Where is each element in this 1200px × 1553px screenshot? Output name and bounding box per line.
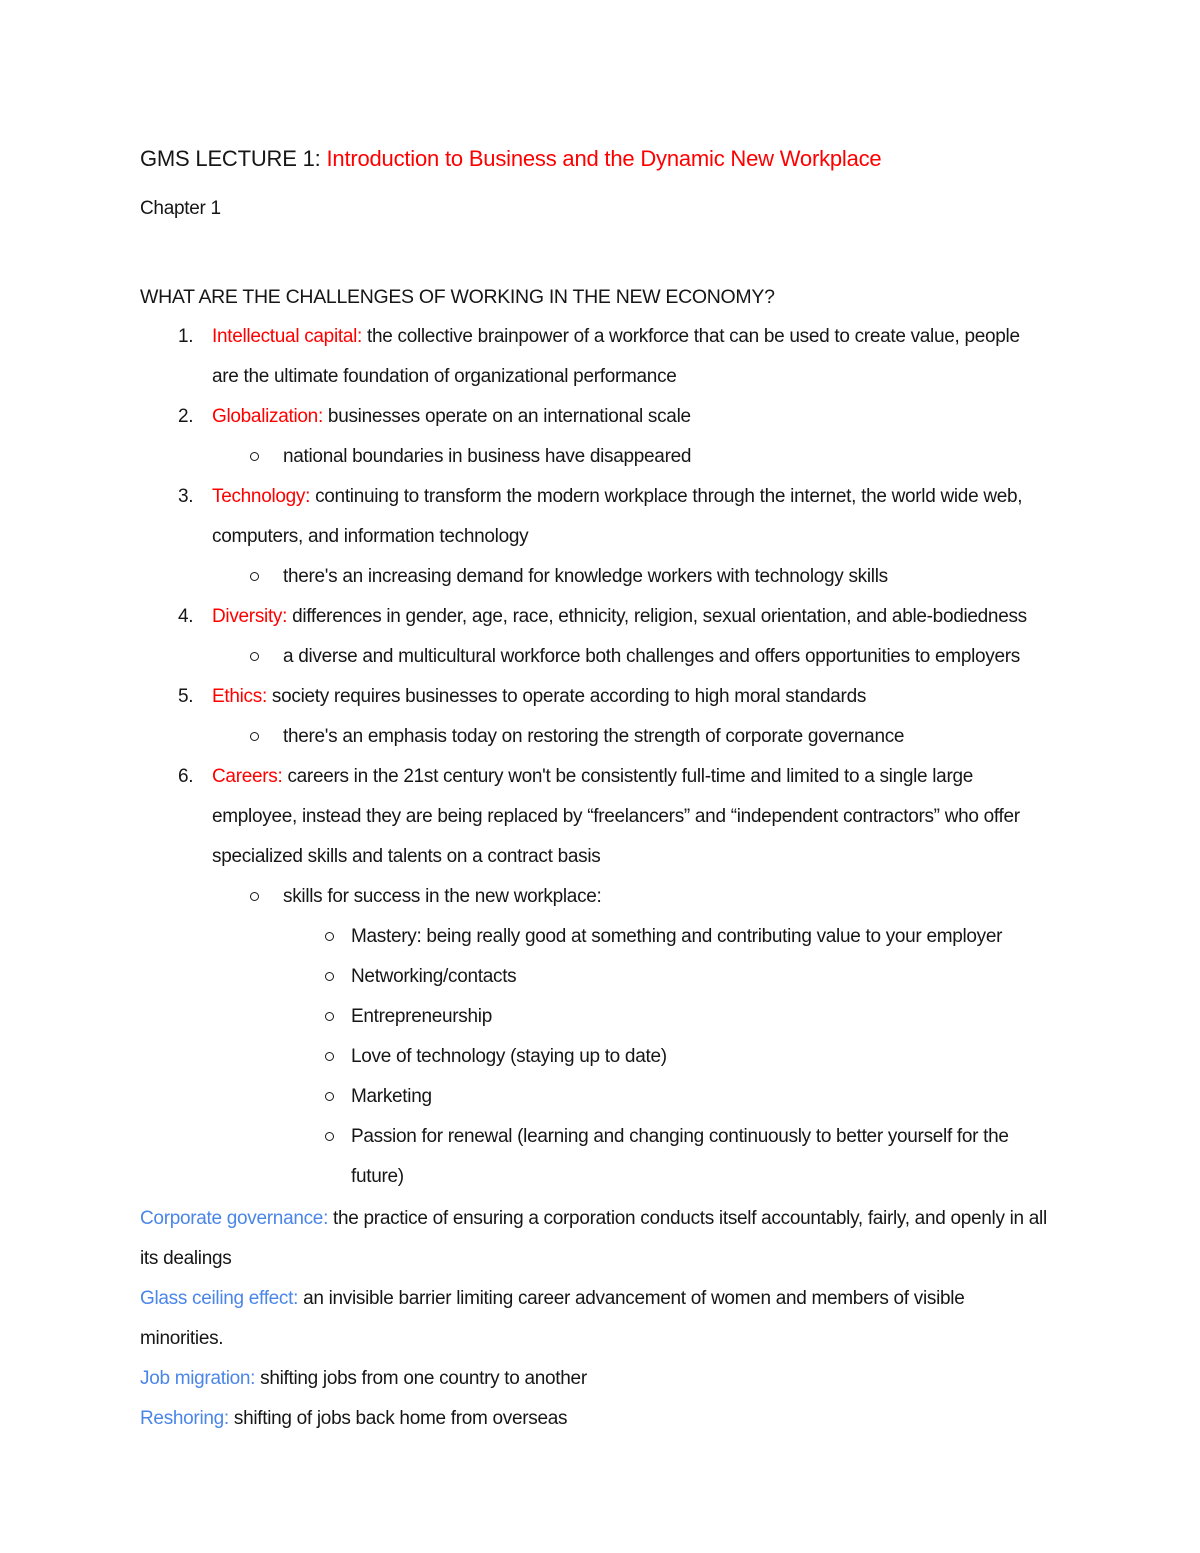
item-text: the collective brainpower of a workforce that can be used to create value, people are the ultimate foundation of organizational performance [212,326,1020,388]
item-text: differences in gender, age, race, ethnicity, religion, sexual orientation, and able-bodiedness [292,606,1027,628]
nested-bullet-text: Passion for renewal (learning and changing continuously to better yourself for the future) [351,1126,1009,1188]
nested-bullet-text: Networking/contacts [351,966,517,988]
circle-bullet-icon [325,1092,334,1101]
item-term: Careers: [212,766,283,788]
circle-bullet-icon [325,932,334,941]
sub-bullet-item [140,437,1050,477]
list-item-3 [140,477,1050,557]
sub-bullet-item [140,717,1050,757]
sub-bullet-text: there's an emphasis today on restoring the strength of corporate governance [283,726,905,748]
item-body [212,597,1050,637]
item-body [212,397,1050,437]
definition-line [140,1199,1050,1279]
definition-text: shifting of jobs back home from overseas [233,1408,568,1430]
nested-bullet-item [140,1117,1050,1197]
item-body [212,757,1050,877]
item-term: Ethics: [212,686,267,708]
nested-bullet-text: Love of technology (staying up to date) [351,1046,667,1068]
nested-bullet-item [140,1037,1050,1077]
item-term: Globalization: [212,406,323,428]
definition-term: Glass ceiling effect: [140,1288,299,1310]
nested-bullet-item [140,917,1050,957]
circle-bullet-icon [325,1052,334,1061]
section-heading: WHAT ARE THE CHALLENGES OF WORKING IN THE NEW ECONOMY? [140,286,775,309]
item-number: 5. [178,686,194,708]
item-body [212,317,1050,397]
item-text: society requires businesses to operate according to high moral standards [271,686,867,708]
circle-bullet-icon [325,1132,334,1141]
list-item-5 [140,677,1050,717]
definition-text: an invisible barrier limiting career advancement of women and members of visible minorities. [140,1288,965,1350]
chapter-subtitle: Chapter 1 [140,198,221,220]
definition-term: Job migration: [140,1368,256,1390]
numbered-list [140,317,1050,1197]
sub-bullet-item [140,637,1050,677]
circle-bullet-icon [250,452,259,461]
list-item-2 [140,397,1050,437]
circle-bullet-icon [325,972,334,981]
item-text: careers in the 21st century won't be consistently full-time and limited to a single large employee, instead they are being replaced by “freelancers” and “independent contractors” who offer specialized skills and talents on a contract basis [212,766,1020,868]
circle-bullet-icon [325,1012,334,1021]
sub-bullet-item [140,877,1050,917]
item-term: Technology: [212,486,311,508]
list-item-6 [140,757,1050,877]
item-number: 6. [178,766,194,788]
item-number: 4. [178,606,194,628]
sub-bullet-text: a diverse and multicultural workforce both challenges and offers opportunities to employers [283,646,1020,668]
definition-line [140,1359,1050,1399]
title-prefix: GMS LECTURE 1: [140,146,321,171]
circle-bullet-icon [250,652,259,661]
item-text: continuing to transform the modern workplace through the internet, the world wide web, computers, and information technology [212,486,1023,548]
item-text: businesses operate on an international scale [327,406,691,428]
item-number: 1. [178,326,194,348]
nested-bullet-text: Marketing [351,1086,432,1108]
circle-bullet-icon [250,572,259,581]
definition-text: the practice of ensuring a corporation conducts itself accountably, fairly, and openly in all its dealings [140,1208,1047,1270]
definition-term: Reshoring: [140,1408,229,1430]
item-term: Diversity: [212,606,288,628]
sub-bullet-text: skills for success in the new workplace: [283,886,602,908]
item-body [212,477,1050,557]
definition-line [140,1399,1050,1439]
definition-term: Corporate governance: [140,1208,329,1230]
definition-text: shifting jobs from one country to another [260,1368,587,1390]
circle-bullet-icon [250,892,259,901]
list-item-4 [140,597,1050,637]
title-main: Introduction to Business and the Dynamic New Workplace [326,146,882,171]
nested-bullet-text: Mastery: being really good at something and contributing value to your employer [351,926,1003,948]
item-number: 2. [178,406,194,428]
item-body [212,677,1050,717]
sub-bullet-text: national boundaries in business have disappeared [283,446,692,468]
item-term: Intellectual capital: [212,326,363,348]
nested-bullet-item [140,1077,1050,1117]
sub-bullet-item [140,557,1050,597]
nested-bullet-text: Entrepreneurship [351,1006,492,1028]
nested-bullet-item [140,957,1050,997]
definitions-block [140,1199,1050,1439]
page-title [140,146,1050,172]
sub-bullet-text: there's an increasing demand for knowledge workers with technology skills [283,566,888,588]
circle-bullet-icon [250,732,259,741]
nested-bullet-item [140,997,1050,1037]
item-number: 3. [178,486,194,508]
list-item-1 [140,317,1050,397]
definition-line [140,1279,1050,1359]
